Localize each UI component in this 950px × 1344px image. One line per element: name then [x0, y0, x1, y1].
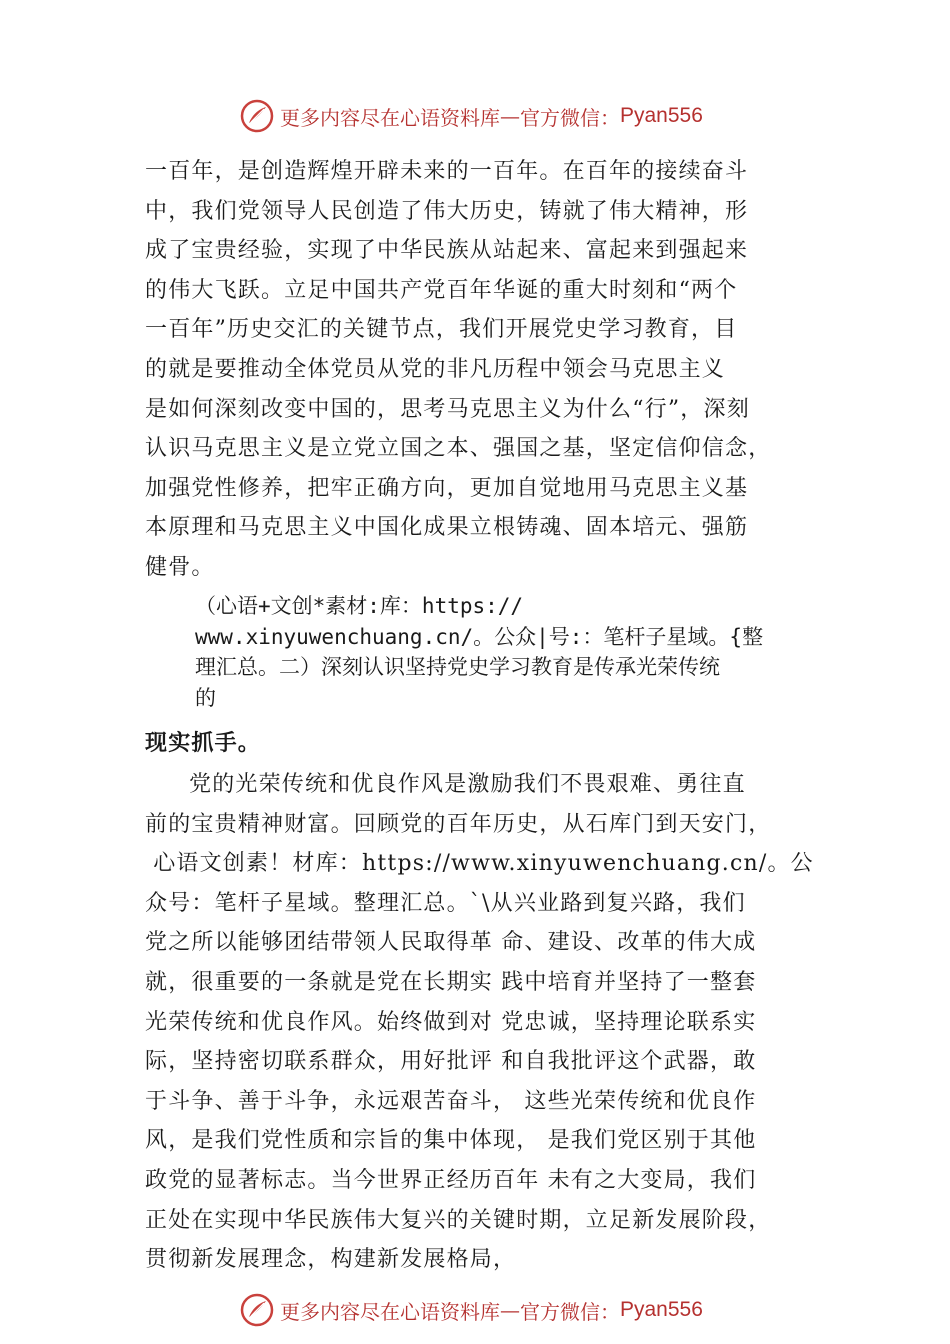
banner-wechat-label: 官方微信： [520, 105, 620, 130]
logo-icon [240, 99, 274, 133]
banner-dash: — [500, 1298, 520, 1322]
text-line: 贯彻新发展理念，构建新发展格局， [145, 1247, 517, 1273]
text-line: 中，我们党领导人民创造了伟大历史，铸就了伟大精神，形 [145, 198, 749, 224]
text-line: 正处在实现中华民族伟大复兴的关键时期，立足新发展阶段， [145, 1207, 772, 1233]
text-line: 众号：笔杆子星域。整理汇总。`\从兴业路到复兴路，我们 [145, 890, 746, 916]
text-line: 一百年，是创造辉煌开辟未来的一百年。在百年的接续奋斗 [145, 159, 749, 184]
text-line: 党之所以能够团结带领人民取得革 命、建设、改革的伟大成 [145, 930, 757, 956]
banner-wechat-id: Pyan556 [620, 104, 703, 127]
section-heading: 现实抓手。 [145, 730, 262, 756]
text-line: 于斗争、善于斗争，永远艰苦奋斗， 这些光荣传统和优良作 [145, 1088, 757, 1114]
text-line: 加强党性修养，把牢正确方向，更加自觉地用马克思主义基 [145, 475, 749, 501]
header-banner [0, 96, 950, 136]
footer-banner [0, 1290, 950, 1330]
text-line: 一百年”历史交汇的关键节点，我们开展党史学习教育，目 [145, 317, 738, 343]
text-line: 光荣传统和优良作风。始终做到对 党忠诚，坚持理论联系实 [145, 1009, 757, 1035]
text-line: 就，很重要的一条就是党在长期实 践中培育并坚持了一整套 [145, 969, 757, 995]
text-line: 是如何深刻改变中国的，思考马克思主义为什么“行”，深刻 [145, 396, 750, 422]
text-line: 的伟大飞跃。立足中国共产党百年华诞的重大时刻和“两个 [145, 277, 738, 303]
note-line: 的 [195, 685, 216, 710]
paragraph-1 [145, 152, 815, 588]
note-line: （心语+文创*素材:库：https:// [195, 594, 524, 618]
text-line: 本原理和马克思主义中国化成果立根铸魂、固本培元、强筋 [145, 515, 749, 541]
text-line [145, 765, 815, 805]
text-line-content: 党的光荣传统和优良作风是激励我们不畏艰难、勇往直 [189, 772, 746, 797]
source-note [195, 591, 840, 713]
text-line: 际，坚持密切联系群众，用好批评 和自我批评这个武器，敢 [145, 1049, 757, 1075]
banner-dash: — [500, 104, 520, 128]
note-line: 理汇总。二）深刻认识坚持党史学习教育是传承光荣传统 [195, 655, 720, 679]
note-line: www.xinyuwenchuang.cn/。公众|号:：笔杆子星域。{整 [195, 624, 764, 649]
text-line: 健骨。 [145, 554, 215, 580]
text-line: 的就是要推动全体党员从党的非凡历程中领会马克思主义 [145, 356, 726, 382]
paragraph-2 [145, 765, 815, 1280]
banner-slogan: 更多内容尽在心语资料库 [280, 105, 500, 130]
text-line: 风，是我们党性质和宗旨的集中体现， 是我们党区别于其他 [145, 1128, 757, 1154]
banner-wechat-id: Pyan556 [620, 1298, 703, 1321]
text-line: 政党的显著标志。当今世界正经历百年 未有之大变局，我们 [145, 1167, 757, 1193]
text-line: 前的宝贵精神财富。回顾党的百年历史，从石库门到天安门， [145, 811, 772, 837]
text-line: 心语文创素！材库：https://www.xinyuwenchuang.cn/。公 [145, 851, 814, 877]
logo-icon [240, 1293, 274, 1327]
text-line: 认识马克思主义是立党立国之本、强国之基，坚定信仰信念， [145, 436, 772, 462]
text-line: 成了宝贵经验，实现了中华民族从站起来、富起来到强起来 [145, 238, 749, 264]
banner-slogan: 更多内容尽在心语资料库 [280, 1299, 500, 1324]
banner-wechat-label: 官方微信： [520, 1299, 620, 1324]
